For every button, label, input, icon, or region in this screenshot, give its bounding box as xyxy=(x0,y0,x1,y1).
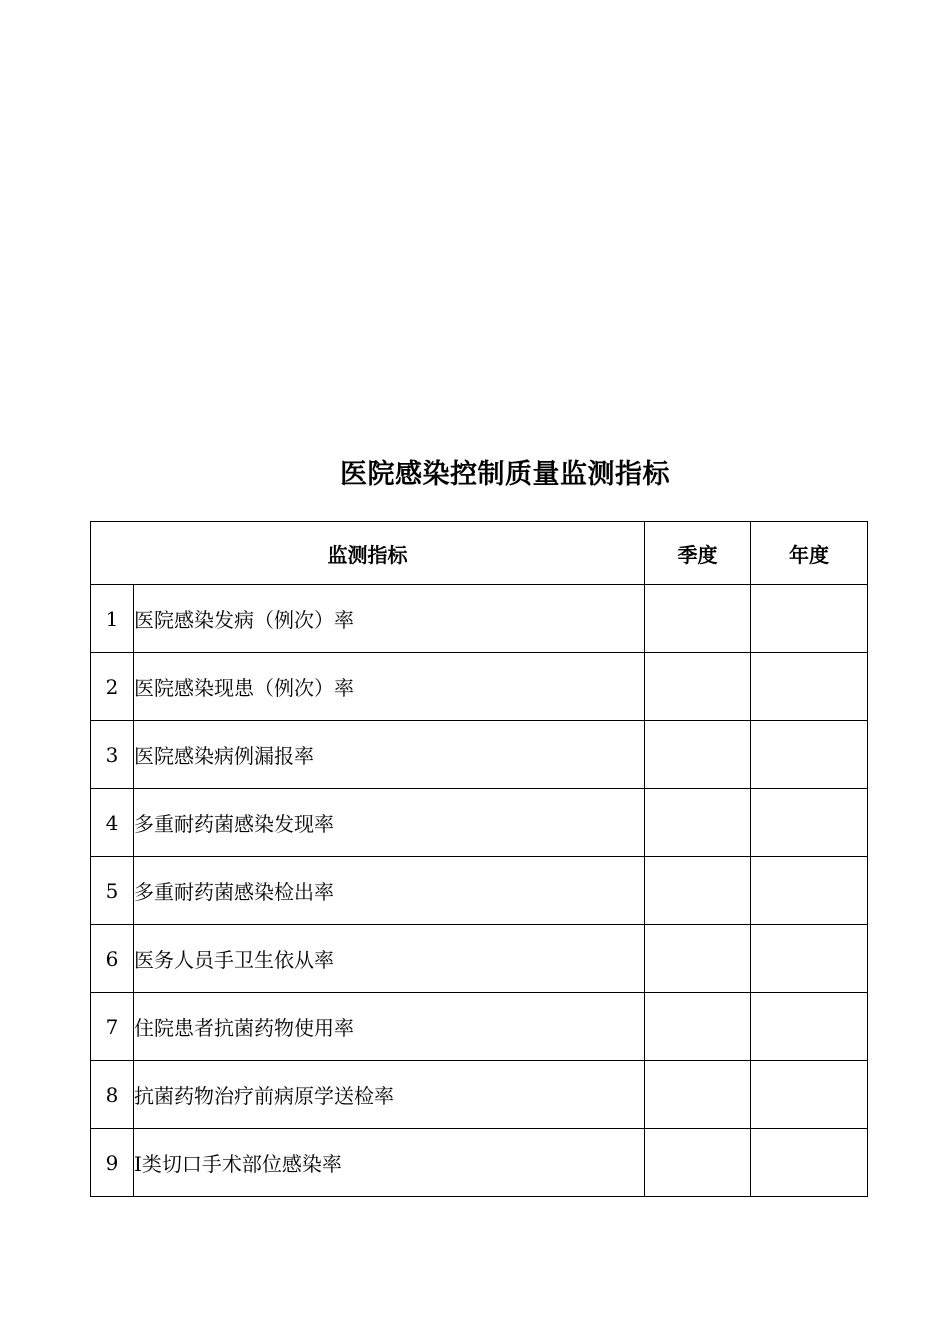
indicator-table xyxy=(90,521,868,1197)
year-cell[interactable] xyxy=(751,1129,868,1197)
year-cell[interactable] xyxy=(751,1061,868,1129)
row-indicator-label: 医院感染现患（例次）率 xyxy=(134,653,645,721)
quarter-cell[interactable] xyxy=(645,993,751,1061)
header-quarter: 季度 xyxy=(645,522,751,585)
quarter-cell[interactable] xyxy=(645,721,751,789)
row-indicator-label: 多重耐药菌感染发现率 xyxy=(134,789,645,857)
header-indicator: 监测指标 xyxy=(91,522,645,585)
row-indicator-label: 多重耐药菌感染检出率 xyxy=(134,857,645,925)
table-row xyxy=(91,789,868,857)
table-row xyxy=(91,857,868,925)
row-indicator-label: 医务人员手卫生依从率 xyxy=(134,925,645,993)
row-number: 4 xyxy=(91,789,134,857)
row-number: 9 xyxy=(91,1129,134,1197)
row-number: 2 xyxy=(91,653,134,721)
table-row xyxy=(91,585,868,653)
row-indicator-label: 住院患者抗菌药物使用率 xyxy=(134,993,645,1061)
table-row xyxy=(91,721,868,789)
quarter-cell[interactable] xyxy=(645,789,751,857)
row-indicator-label: 医院感染病例漏报率 xyxy=(134,721,645,789)
quarter-cell[interactable] xyxy=(645,857,751,925)
year-cell[interactable] xyxy=(751,925,868,993)
table-row xyxy=(91,1061,868,1129)
quarter-cell[interactable] xyxy=(645,585,751,653)
table-row xyxy=(91,925,868,993)
table-row xyxy=(91,993,868,1061)
year-cell[interactable] xyxy=(751,993,868,1061)
table-header-row xyxy=(91,522,868,585)
year-cell[interactable] xyxy=(751,721,868,789)
year-cell[interactable] xyxy=(751,789,868,857)
table-row xyxy=(91,1129,868,1197)
header-year: 年度 xyxy=(751,522,868,585)
row-number: 1 xyxy=(91,585,134,653)
row-number: 5 xyxy=(91,857,134,925)
quarter-cell[interactable] xyxy=(645,653,751,721)
year-cell[interactable] xyxy=(751,585,868,653)
row-indicator-label: 抗菌药物治疗前病原学送检率 xyxy=(134,1061,645,1129)
row-number: 8 xyxy=(91,1061,134,1129)
quarter-cell[interactable] xyxy=(645,1129,751,1197)
quarter-cell[interactable] xyxy=(645,925,751,993)
table-row xyxy=(91,653,868,721)
row-number: 6 xyxy=(91,925,134,993)
row-number: 3 xyxy=(91,721,134,789)
quarter-cell[interactable] xyxy=(645,1061,751,1129)
year-cell[interactable] xyxy=(751,857,868,925)
row-indicator-label: I类切口手术部位感染率 xyxy=(134,1129,645,1197)
row-indicator-label: 医院感染发病（例次）率 xyxy=(134,585,645,653)
page-title: 医院感染控制质量监测指标 xyxy=(340,459,670,490)
row-number: 7 xyxy=(91,993,134,1061)
year-cell[interactable] xyxy=(751,653,868,721)
